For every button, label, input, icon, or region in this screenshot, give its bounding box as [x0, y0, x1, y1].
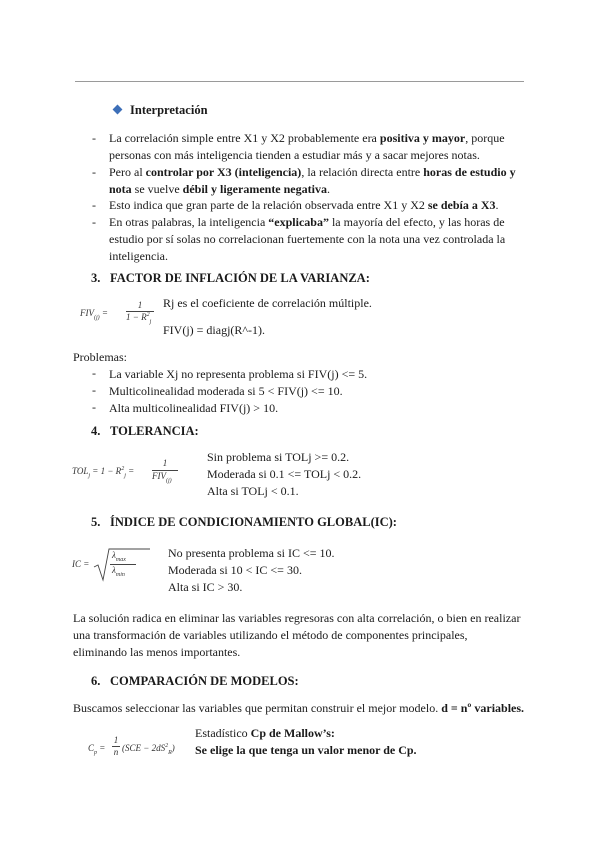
section-3-number: 3.: [91, 271, 101, 285]
problem-item: Multicolinealidad moderada si 5 < FIV(j) <= 10.: [109, 384, 343, 398]
text: estudio por sí solas no correlacionan fuertemente con la nota una vez controlada la: [109, 232, 506, 246]
ic-line: Moderada si 10 < IC <= 30.: [168, 563, 302, 577]
problems-label: Problemas:: [73, 350, 127, 364]
section-5-title: ÍNDICE DE CONDICIONAMIENTO GLOBAL(IC):: [110, 515, 397, 529]
dash-bullet: -: [92, 383, 96, 397]
interp-item-2: [109, 164, 529, 198]
formula-text: TOL: [72, 466, 89, 476]
diamond-bullet-icon: [113, 105, 123, 115]
ic-line: Alta si IC > 30.: [168, 580, 243, 594]
text: se vuelve: [131, 182, 183, 196]
dash-bullet: -: [92, 366, 96, 380]
formula-sub: R: [168, 749, 172, 756]
section-4-number: 4.: [91, 424, 101, 438]
text: inteligencia.: [109, 249, 168, 263]
interp-item-1: [109, 130, 529, 164]
section-6-number: 6.: [91, 674, 101, 688]
formula-sup: 2: [121, 466, 125, 472]
bold-text: positiva y mayor: [379, 131, 466, 145]
formula-sub: min: [115, 571, 125, 578]
formula-text: IC: [72, 559, 81, 569]
dash-bullet: -: [92, 165, 96, 179]
section-3-line1: Rj es el coeficiente de correlación múltiple.: [163, 296, 372, 310]
formula-text: = 1 − R: [90, 466, 122, 476]
problem-item: Alta multicolinealidad FIV(j) > 10.: [109, 401, 279, 415]
text: .: [326, 182, 330, 196]
cp-line2: Se elige la que tenga un valor menor de Cp.: [195, 743, 417, 757]
text: La correlación simple entre X1 y X2 probablemente era: [109, 131, 380, 145]
formula-denominator: FIV: [152, 471, 166, 481]
section-6-intro: [73, 700, 524, 716]
text: Estadístico: [195, 726, 251, 740]
section-3-title: FACTOR DE INFLACIÓN DE LA VARIANZA:: [110, 271, 370, 285]
section-4-title: TOLERANCIA:: [110, 424, 199, 438]
formula-sub: (j): [94, 314, 100, 321]
bold-text: se debía a X3: [427, 198, 496, 212]
formula-sup: 2: [146, 312, 150, 318]
bold-text: “explicaba”: [268, 215, 329, 229]
formula-text: (SCE − 2dS: [122, 743, 166, 753]
section-5-number: 5.: [91, 515, 101, 529]
formula-sub: j: [124, 472, 126, 479]
section-6-title: COMPARACIÓN DE MODELOS:: [110, 674, 299, 688]
text: En otras palabras, la inteligencia: [109, 215, 269, 229]
formula-text: C: [88, 743, 95, 753]
formula-sub: j: [88, 472, 91, 479]
tol-line: Sin problema si TOLj >= 0.2.: [207, 450, 350, 464]
text: , porque: [465, 131, 505, 145]
tol-line: Alta si TOLj < 0.1.: [207, 484, 299, 498]
bold-text: d = nº variables.: [441, 701, 525, 715]
formula-numerator: 1: [137, 300, 143, 310]
formula-numerator: 1: [162, 458, 168, 468]
formula-denominator: 1 − R: [126, 312, 147, 322]
dash-bullet: -: [92, 215, 96, 229]
solution-paragraph-line: eliminando las menos importantes.: [73, 645, 241, 659]
solution-paragraph-line: La solución radica en eliminar las variables regresoras con alta correlación, o bien en realizar: [73, 611, 521, 625]
text: , la relación directa entre: [301, 165, 424, 179]
ic-formula: IC = $\lambda_{max}$ $\lambda_{min}$: [72, 545, 152, 585]
bold-text: Cp de Mallow’s:: [250, 726, 335, 740]
bold-text: débil y ligeramente negativa: [182, 182, 327, 196]
text: personas con más inteligencia tienden a estudiar más y a sacar mejores notas.: [109, 148, 480, 162]
fiv-formula: $FIV_{(j)}$ = 1 $1 - R^2_j$: [80, 300, 160, 328]
text: Buscamos seleccionar las variables que permitan construir el mejor modelo.: [73, 701, 442, 715]
problem-item: La variable Xj no representa problema si FIV(j) <= 5.: [109, 367, 368, 381]
formula-numerator: λ: [112, 550, 116, 560]
formula-text: ): [171, 743, 175, 753]
section-3-line2: FIV(j) = diagj(R^-1).: [163, 323, 266, 337]
cp-formula: $C_p$ = 1 n $(SCE - 2dS^2_R)$: [88, 735, 175, 757]
interp-item-3: [109, 197, 529, 214]
formula-sup: 2: [165, 743, 169, 749]
header-rule: [75, 81, 524, 82]
text: .: [495, 198, 499, 212]
formula-numerator: 1: [113, 735, 119, 745]
bold-text: controlar por X3 (inteligencia): [145, 165, 302, 179]
formula-sub: max: [115, 556, 126, 563]
formula-sub: (j): [166, 477, 172, 484]
interpretacion-heading: Interpretación: [130, 103, 208, 117]
text: la mayoría del efecto, y las horas de: [328, 215, 505, 229]
formula-denominator: λ: [112, 565, 116, 575]
bold-text: nota: [109, 182, 132, 196]
solution-paragraph-line: una transformación de variables utilizando el método de componentes principales,: [73, 628, 468, 642]
tol-formula: $TOL_j = 1 - R^2_j$ = 1 $FIV_{(j)}$: [72, 458, 184, 488]
text: Esto indica que gran parte de la relación observada entre X1 y X2: [109, 198, 428, 212]
tol-line: Moderada si 0.1 <= TOLj < 0.2.: [207, 467, 362, 481]
formula-denominator: n: [113, 747, 119, 757]
ic-line: No presenta problema si IC <= 10.: [168, 546, 335, 560]
interp-item-4: [109, 214, 529, 265]
bold-text: horas de estudio y: [423, 165, 516, 179]
cp-line1: [195, 725, 335, 741]
formula-text: FIV: [80, 308, 94, 318]
text: Pero al: [109, 165, 146, 179]
dash-bullet: -: [92, 400, 96, 414]
formula-sub: j: [149, 318, 152, 325]
formula-sub: p: [94, 749, 98, 756]
dash-bullet: -: [92, 198, 96, 212]
dash-bullet: -: [92, 131, 96, 145]
